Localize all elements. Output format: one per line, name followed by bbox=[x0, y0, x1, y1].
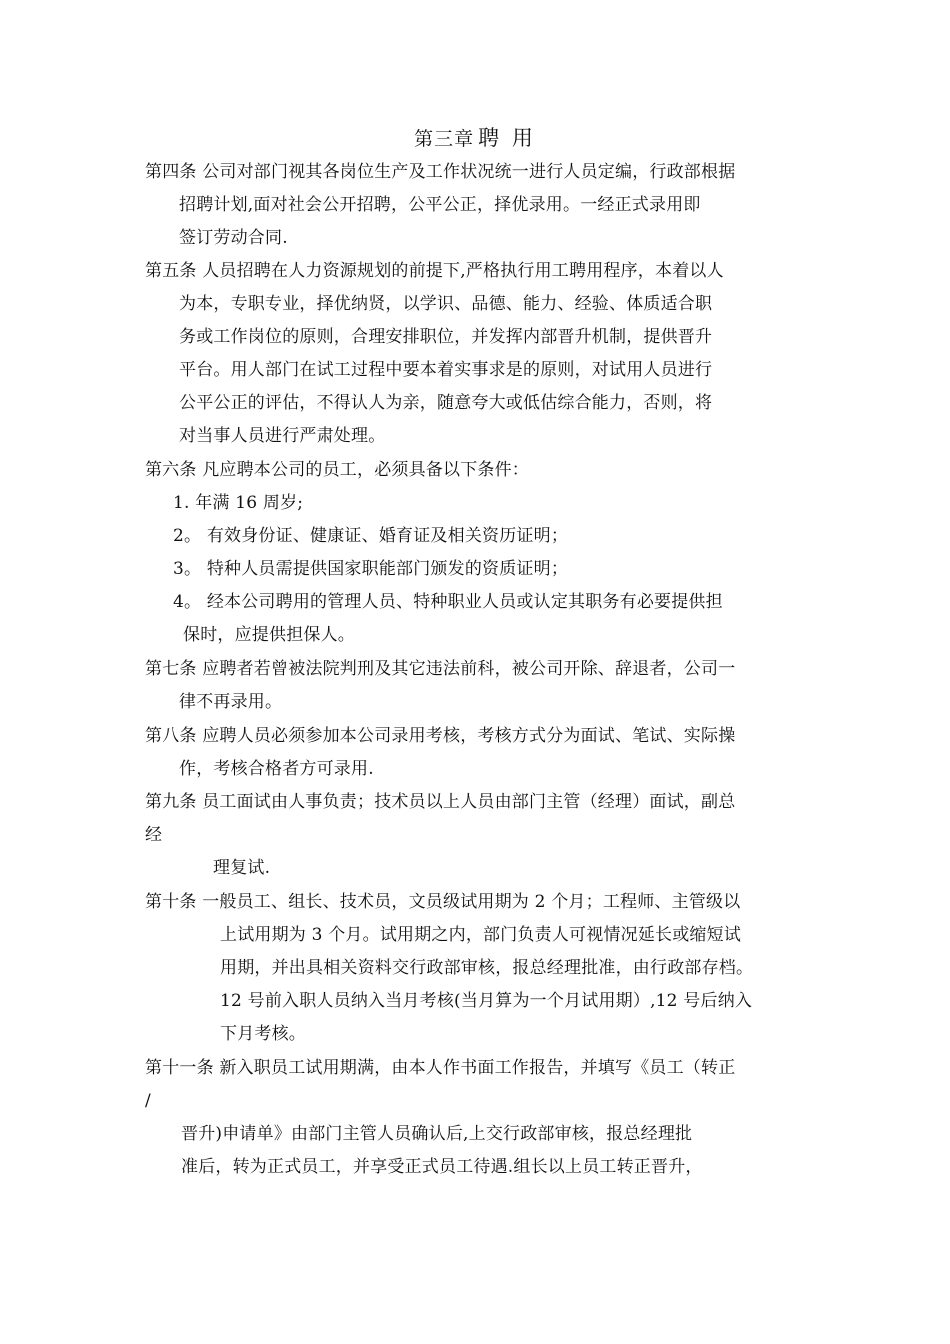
article-10-line-2: 上试用期为 3 个月。试用期之内，部门负责人可视情况延长或缩短试 bbox=[220, 925, 742, 945]
chapter-title bbox=[0, 122, 950, 152]
article-8-line-1: 第八条 应聘人员必须参加本公司录用考核，考核方式分为面试、笔试、实际操 bbox=[145, 726, 736, 746]
article-6-item-4-cont: 保时，应提供担保人。 bbox=[183, 625, 355, 645]
article-10-line-3: 用期，并出具相关资料交行政部审核，报总经理批准，由行政部存档。 bbox=[220, 958, 754, 978]
article-6-item-3: 3。 特种人员需提供国家职能部门颁发的资质证明； bbox=[173, 559, 569, 579]
article-7-line-1: 第七条 应聘者若曾被法院判刑及其它违法前科，被公司开除、辞退者，公司一 bbox=[145, 659, 736, 679]
article-9-line-3: 理复试. bbox=[213, 858, 271, 878]
chapter-number: 第三章 bbox=[414, 128, 475, 150]
article-6-item-4: 4。 经本公司聘用的管理人员、特种职业人员或认定其职务有必要提供担 bbox=[173, 592, 723, 612]
article-4-line-2: 招聘计划,面对社会公开招聘，公平公正，择优录用。一经正式录用即 bbox=[179, 195, 701, 215]
article-11-line-2: / bbox=[145, 1091, 151, 1111]
article-10-line-4: 12 号前入职人员纳入当月考核(当月算为一个月试用期）,12 号后纳入 bbox=[220, 991, 753, 1011]
article-9-line-2: 经 bbox=[145, 825, 163, 845]
article-5-line-6: 对当事人员进行严肃处理。 bbox=[179, 426, 386, 446]
article-5-line-2: 为本，专职专业，择优纳贤，以学识、品德、能力、经验、体质适合职 bbox=[179, 294, 713, 314]
article-11-line-4: 准后，转为正式员工，并享受正式员工待遇.组长以上员工转正晋升， bbox=[181, 1157, 703, 1177]
article-11-line-1: 第十一条 新入职员工试用期满，由本人作书面工作报告，并填写《员工（转正 bbox=[145, 1058, 736, 1078]
article-4-line-3: 签订劳动合同. bbox=[179, 228, 288, 248]
article-5-line-1: 第五条 人员招聘在人力资源规划的前提下,严格执行用工聘用程序，本着以人 bbox=[145, 261, 724, 281]
chapter-name: 聘 用 bbox=[478, 126, 536, 150]
article-5-line-5: 公平公正的评估，不得认人为亲，随意夸大或低估综合能力，否则，将 bbox=[179, 393, 713, 413]
article-9-line-1: 第九条 员工面试由人事负责；技术员以上人员由部门主管（经理）面试，副总 bbox=[145, 792, 736, 812]
article-4-line-1: 第四条 公司对部门视其各岗位生产及工作状况统一进行人员定编，行政部根据 bbox=[145, 162, 736, 182]
article-6-line-1: 第六条 凡应聘本公司的员工，必须具备以下条件： bbox=[145, 460, 530, 480]
article-5-line-3: 务或工作岗位的原则，合理安排职位，并发挥内部晋升机制，提供晋升 bbox=[179, 327, 713, 347]
article-10-line-5: 下月考核。 bbox=[220, 1024, 306, 1044]
article-11-line-3: 晋升)申请单》由部门主管人员确认后,上交行政部审核，报总经理批 bbox=[181, 1124, 693, 1144]
article-8-line-2: 作，考核合格者方可录用. bbox=[179, 759, 374, 779]
article-6-item-2: 2。 有效身份证、健康证、婚育证及相关资历证明； bbox=[173, 526, 569, 546]
article-6-item-1: 1. 年满 16 周岁; bbox=[173, 493, 304, 513]
article-5-line-4: 平台。用人部门在试工过程中要本着实事求是的原则，对试用人员进行 bbox=[179, 360, 713, 380]
article-7-line-2: 律不再录用。 bbox=[179, 692, 283, 712]
article-10-line-1: 第十条 一般员工、组长、技术员，文员级试用期为 2 个月；工程师、主管级以 bbox=[145, 892, 741, 912]
